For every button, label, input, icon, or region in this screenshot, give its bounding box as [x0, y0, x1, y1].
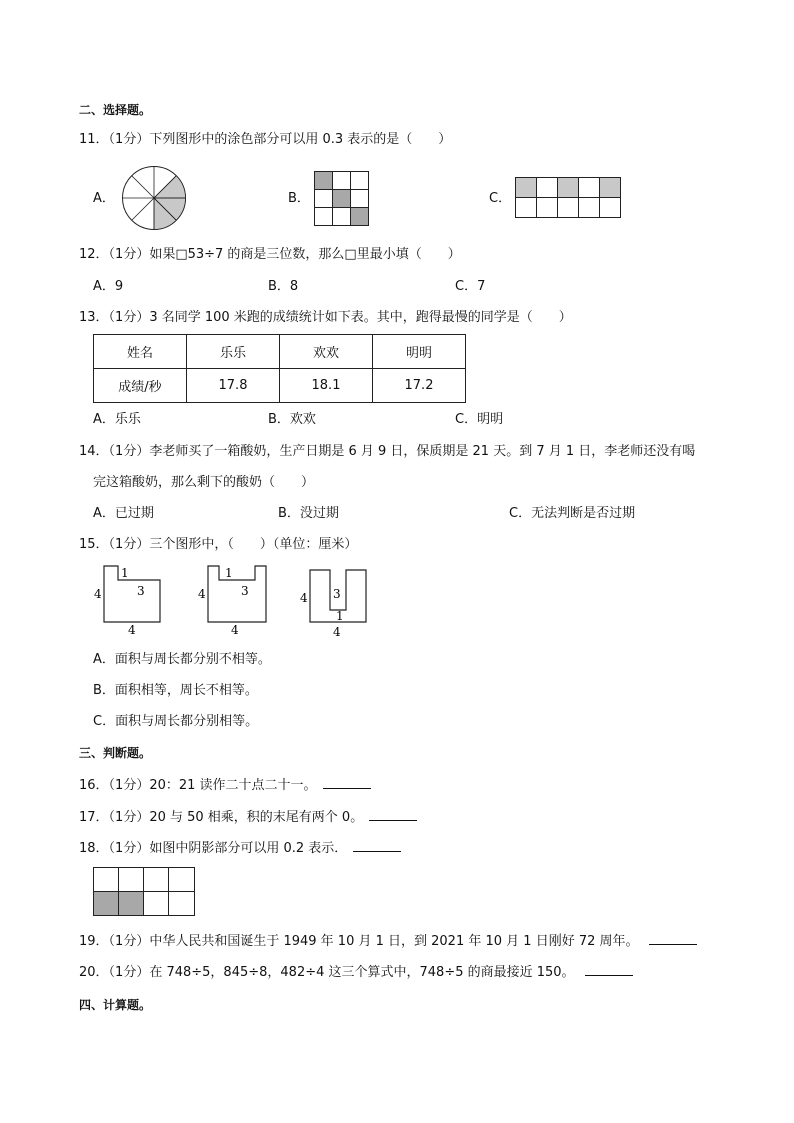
q20-line	[79, 963, 633, 982]
q13-option-c: C．明明	[455, 412, 504, 427]
section-calc-heading: 四、计算题。	[79, 998, 152, 1012]
table-header-cell: 明明	[373, 335, 466, 369]
q18-line	[79, 839, 401, 858]
q15-option-a: A．面积与周长都分别不相等。	[93, 652, 271, 667]
table-cell: 17.2	[373, 369, 466, 403]
q15-option-b: B．面积相等，周长不相等。	[93, 683, 258, 698]
q16-line	[79, 776, 371, 795]
q15-fig3-label-one: 1	[336, 609, 344, 623]
q11-circle-figure	[121, 165, 187, 231]
q15-fig1-label-three: 3	[137, 584, 145, 598]
q18-answer-blank[interactable]	[353, 839, 401, 852]
q19-line	[79, 932, 697, 951]
q13-score-table	[93, 334, 466, 403]
q15-fig2-label-four-side: 4	[198, 587, 206, 601]
q16-answer-blank[interactable]	[323, 776, 371, 789]
q12-option-b: B．8	[268, 279, 299, 294]
q13-stem: 13．（1分）3 名同学 100 米跑的成绩统计如下表。其中，跑得最慢的同学是（ ）	[79, 310, 572, 325]
section-judge-heading: 三、判断题。	[79, 746, 152, 760]
table-header-cell: 乐乐	[187, 335, 280, 369]
q14-option-a: A．已过期	[93, 506, 154, 521]
q17-line	[79, 808, 417, 827]
q14-option-b: B．没过期	[278, 506, 339, 521]
q11-strip-figure	[515, 177, 622, 219]
q11-option-a-label: A．	[93, 191, 115, 206]
q16-stem: 16．（1分）20：21 读作二十点二十一。	[79, 778, 317, 793]
q17-answer-blank[interactable]	[369, 808, 417, 821]
q11-option-b-label: B．	[288, 191, 310, 206]
q13-option-a: A．乐乐	[93, 412, 141, 427]
q11-stem: 11．（1分）下列图形中的涂色部分可以用 0.3 表示的是（ ）	[79, 132, 452, 147]
q11-option-c-label: C．	[489, 191, 512, 206]
q15-fig1-label-four-side: 4	[94, 587, 102, 601]
table-cell: 17.8	[187, 369, 280, 403]
table-row	[94, 369, 466, 403]
table-row	[94, 335, 466, 369]
q12-option-c: C．7	[455, 279, 486, 294]
q14-stem-line1: 14．（1分）李老师买了一箱酸奶，生产日期是 6 月 9 日，保质期是 21 天。到 7 月 1 日，李老师还没有喝	[79, 444, 696, 459]
q19-stem: 19．（1分）中华人民共和国诞生于 1949 年 10 月 1 日，到 2021 年 10 月 1 日刚好 72 周年。	[79, 934, 639, 949]
q19-answer-blank[interactable]	[649, 932, 697, 945]
q15-fig2-label-three: 3	[241, 584, 249, 598]
q15-fig3-label-three: 3	[333, 587, 341, 601]
table-header-cell: 姓名	[94, 335, 187, 369]
q17-stem: 17．（1分）20 与 50 相乘，积的末尾有两个 0。	[79, 810, 364, 825]
q15-fig3-label-four-side: 4	[300, 591, 308, 605]
q14-stem-line2: 完这箱酸奶，那么剩下的酸奶（ ）	[93, 475, 315, 490]
q12-option-a: A．9	[93, 279, 124, 294]
q14-option-c: C．无法判断是否过期	[509, 506, 636, 521]
q15-fig3-label-four-bottom: 4	[333, 625, 341, 639]
q20-stem: 20．（1分）在 748÷5，845÷8，482÷4 这三个算式中，748÷5 的商最接近 150。	[79, 965, 575, 980]
q11-grid-figure	[314, 171, 370, 227]
q15-stem: 15．（1分）三个图形中，（ ）（单位：厘米）	[79, 537, 358, 552]
q15-option-c: C．面积与周长都分别相等。	[93, 714, 259, 729]
table-cell: 18.1	[280, 369, 373, 403]
q15-fig2-label-four-bottom: 4	[231, 623, 239, 637]
table-header-cell: 欢欢	[280, 335, 373, 369]
q18-shaded-grid-figure	[93, 867, 196, 917]
section-choice-heading: 二、选择题。	[79, 103, 152, 117]
q15-fig2-label-one: 1	[225, 566, 233, 580]
q20-answer-blank[interactable]	[585, 963, 633, 976]
q12-stem: 12．（1分）如果□53÷7 的商是三位数，那么□里最小填（ ）	[79, 247, 461, 262]
q15-fig1-label-one: 1	[121, 566, 129, 580]
q18-stem: 18．（1分）如图中阴影部分可以用 0.2 表示．	[79, 841, 348, 856]
q15-fig1-label-four-bottom: 4	[128, 623, 136, 637]
table-cell: 成绩/秒	[94, 369, 187, 403]
q13-option-b: B．欢欢	[268, 412, 316, 427]
q15-shapes-figure	[90, 562, 380, 640]
